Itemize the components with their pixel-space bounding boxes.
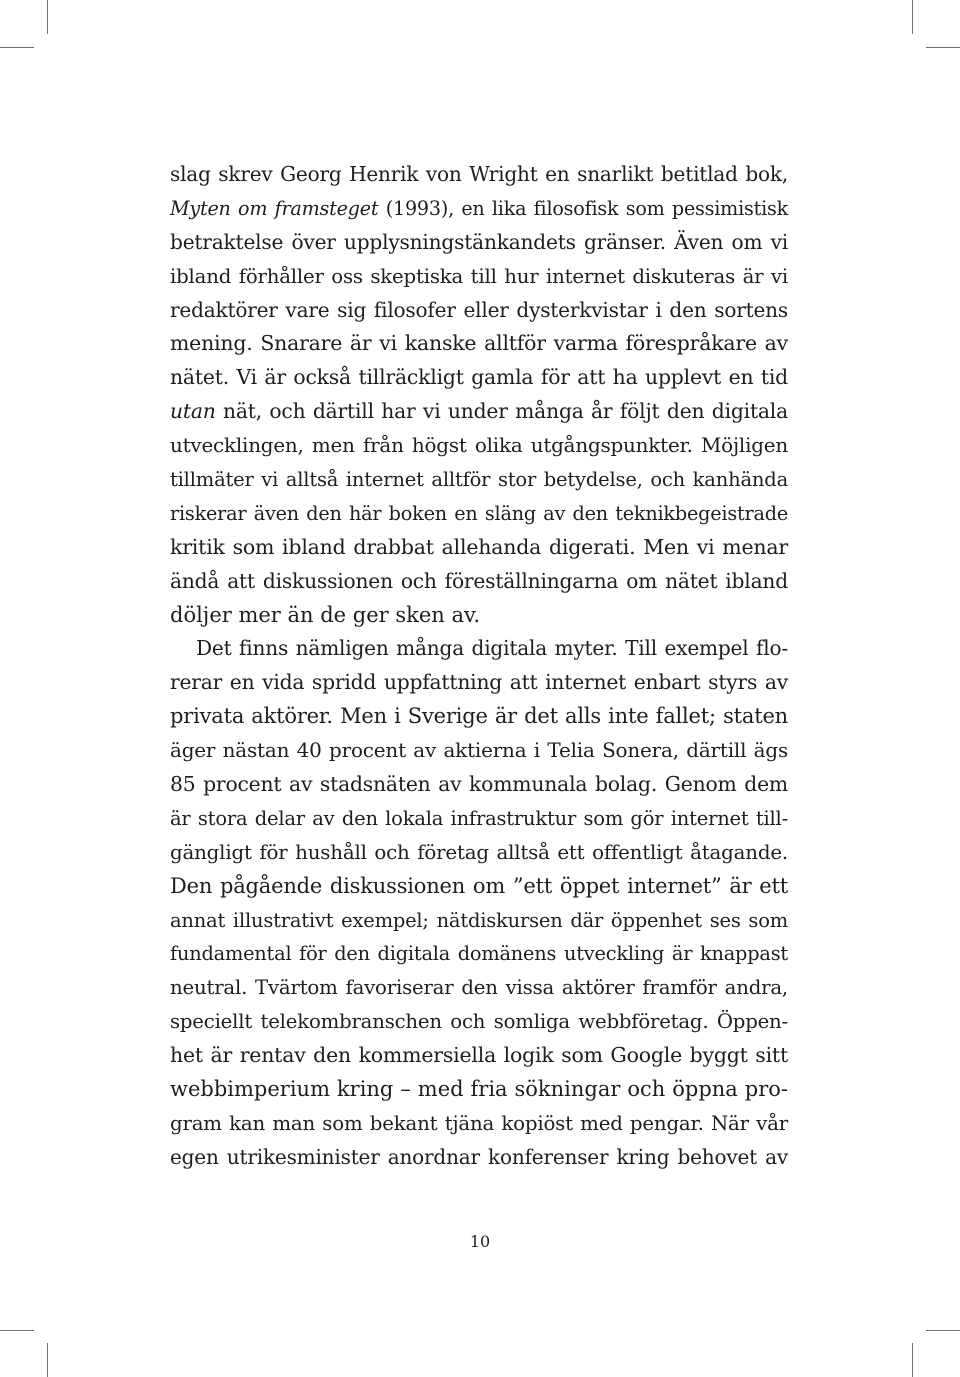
text-line: egen utrikesminister anordnar konferenser kring behovet av	[170, 1144, 788, 1169]
text-line: Den pågående diskussionen om ”ett öppet internet” är ett	[170, 873, 788, 898]
crop-mark-top-right-horizontal	[926, 47, 960, 48]
text-line: slag skrev Georg Henrik von Wright en snarlikt betitlad bok,	[170, 162, 788, 186]
text-line: är stora delar av den lokala infrastruktur som gör internet till-	[170, 806, 788, 830]
text-line: gängligt för hushåll och företag alltså ett offentligt åtagande.	[170, 840, 788, 864]
text-line: Det finns nämligen många digitala myter. Till exempel flo-	[196, 636, 788, 661]
text-fragment: nät, och därtill har vi under många år följt den digitala	[215, 399, 788, 424]
crop-mark-bottom-right-horizontal	[926, 1330, 960, 1331]
text-line: gram kan man som bekant tjäna kopiöst med pengar. När vår	[170, 1111, 788, 1135]
text-line: kritik som ibland drabbat allehanda digerati. Men vi menar	[170, 534, 788, 559]
text-line	[170, 395, 788, 429]
text-line: döljer mer än de ger sken av.	[170, 602, 481, 627]
text-line: rerar en vida spridd uppfattning att internet enbart styrs av	[170, 670, 788, 695]
text-line: mening. Snarare är vi kanske alltför varma förespråkare av	[170, 331, 788, 356]
text-fragment: (1993), en lika filosofisk som pessimistisk	[378, 196, 788, 220]
text-line: äger nästan 40 procent av aktierna i Telia Sonera, därtill ägs	[170, 738, 788, 763]
text-line: riskerar även den här boken en släng av den teknikbegeistrade	[170, 501, 788, 525]
crop-mark-bottom-left-horizontal	[0, 1330, 34, 1331]
crop-mark-top-right	[912, 0, 913, 34]
crop-mark-top-left	[47, 0, 48, 34]
text-line: speciellt telekombranschen och somliga webbföretag. Öppen-	[170, 1010, 788, 1034]
text-line: neutral. Tvärtom favoriserar den vissa aktörer framför andra,	[170, 976, 788, 1000]
text-line: privata aktörer. Men i Sverige är det alls inte fallet; staten	[170, 704, 788, 729]
book-title-italic: Myten om framsteget	[170, 196, 379, 220]
text-line: fundamental för den digitala domänens utveckling är knappast	[170, 942, 788, 966]
text-line: tillmäter vi alltså internet alltför stor betydelse, och kanhända	[170, 468, 788, 492]
text-line: het är rentav den kommersiella logik som Google byggt sitt	[170, 1043, 788, 1068]
crop-mark-bottom-right	[912, 1343, 913, 1377]
text-line: utvecklingen, men från högst olika utgångspunkter. Möjligen	[170, 434, 788, 458]
text-line: nätet. Vi är också tillräckligt gamla för att ha upplevt en tid	[170, 365, 788, 390]
paragraph-1	[170, 158, 788, 632]
text-line: 85 procent av stadsnäten av kommunala bolag. Genom dem	[170, 772, 788, 797]
text-line: webbimperium kring – med fria sökningar och öppna pro-	[170, 1077, 788, 1102]
emphasis-italic: utan	[170, 399, 216, 424]
text-line: redaktörer vare sig filosofer eller dysterkvistar i den sortens	[170, 297, 788, 322]
crop-mark-bottom-left	[47, 1343, 48, 1377]
text-line: ibland förhåller oss skeptiska till hur internet diskuteras är vi	[170, 264, 788, 288]
text-line: annat illustrativt exempel; nätdiskursen där öppenhet ses som	[170, 908, 788, 932]
paragraph-2	[170, 632, 788, 1174]
crop-mark-top-left-horizontal	[0, 47, 34, 48]
body-text	[170, 158, 788, 1175]
text-line	[170, 192, 788, 226]
text-line: ändå att diskussionen och föreställningarna om nätet ibland	[170, 568, 788, 593]
text-line: betraktelse över upplysningstänkandets gränser. Även om vi	[170, 229, 788, 254]
page-number: 10	[469, 1232, 491, 1251]
